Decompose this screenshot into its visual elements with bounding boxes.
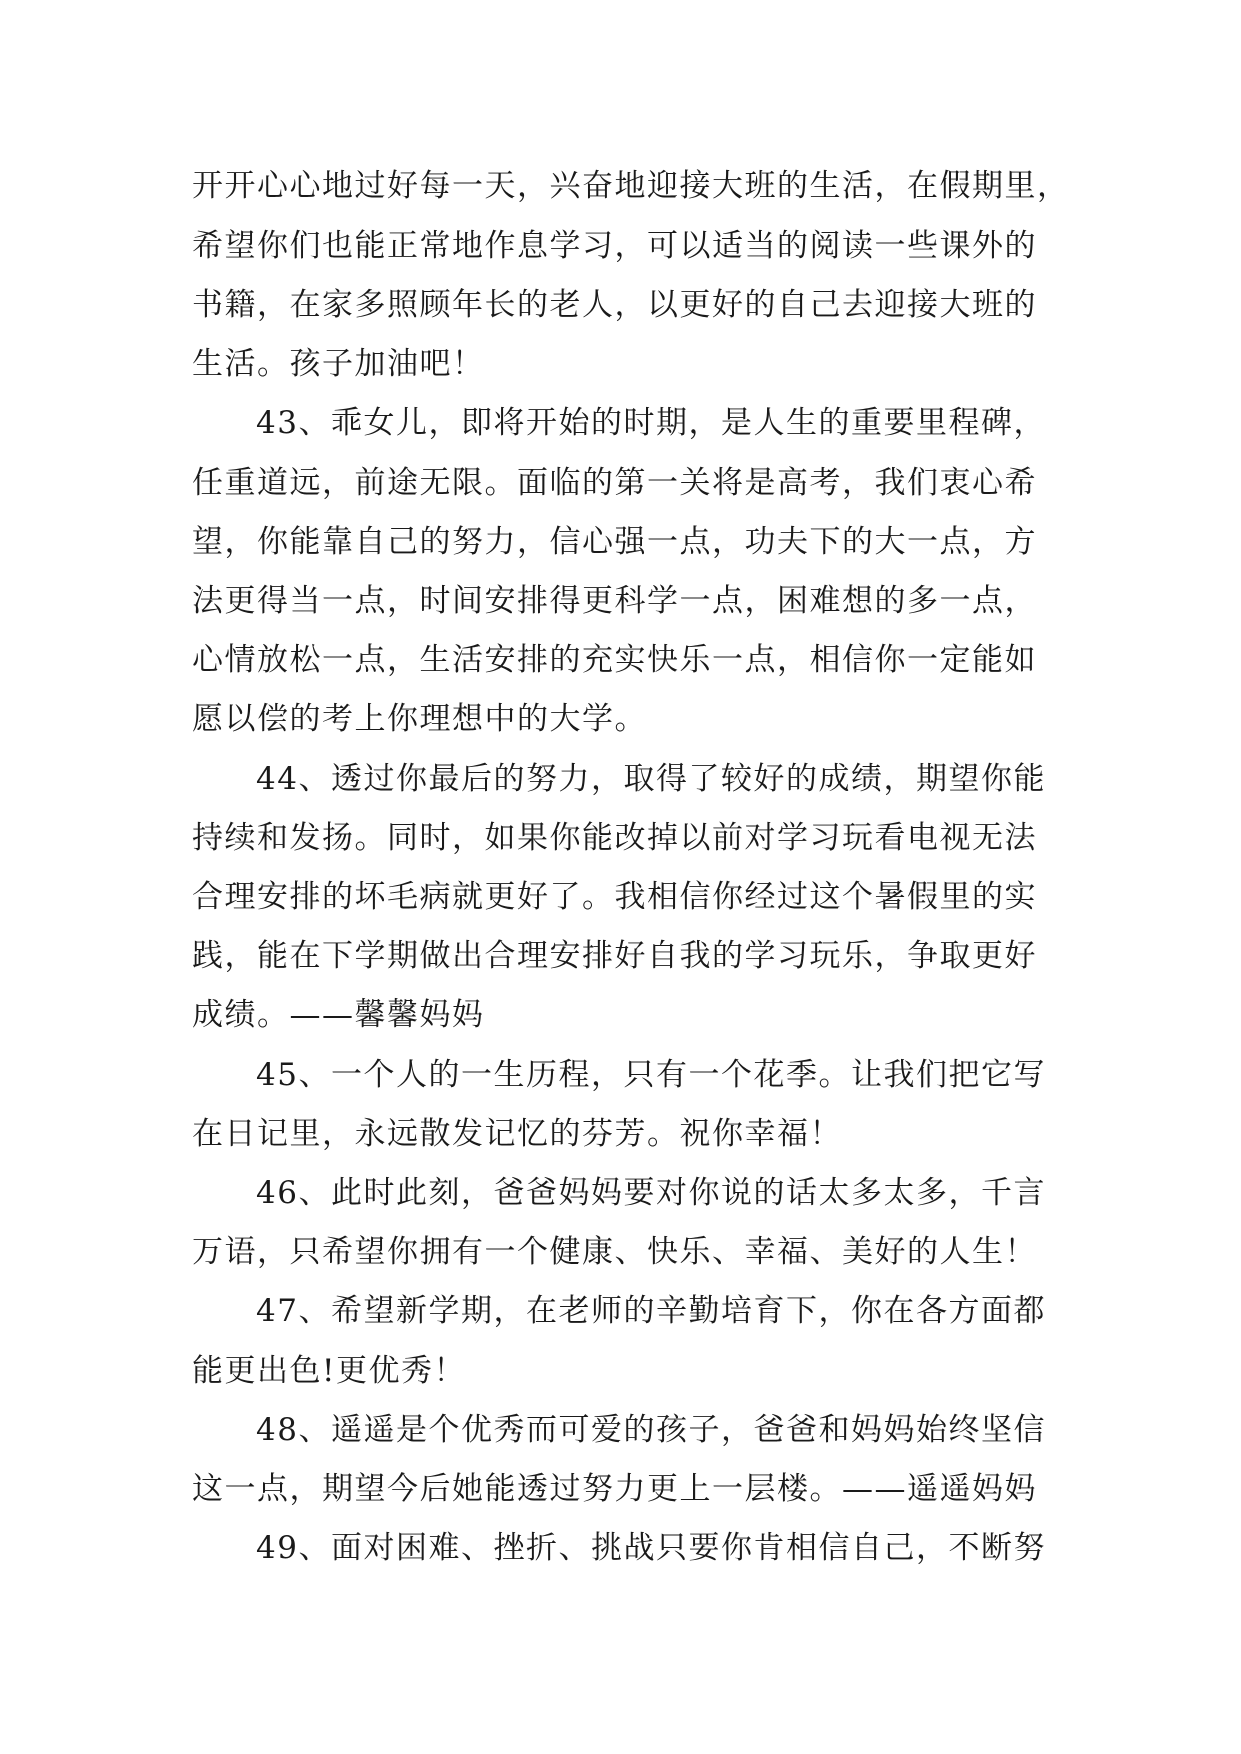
text-line: 成绩。——馨馨妈妈	[192, 997, 485, 1033]
text-line: 生活。孩子加油吧！	[192, 346, 485, 382]
paragraph-48-start: 48、遥遥是个优秀而可爱的孩子，爸爸和妈妈始终坚信	[256, 1412, 1046, 1448]
text-line: 持续和发扬。同时，如果你能改掉以前对学习玩看电视无法	[192, 820, 1037, 856]
text-line: 心情放松一点，生活安排的充实快乐一点，相信你一定能如	[192, 642, 1037, 678]
text-line: 望，你能靠自己的努力，信心强一点，功夫下的大一点，方	[192, 524, 1037, 560]
paragraph-45-start: 45、一个人的一生历程，只有一个花季。让我们把它写	[256, 1057, 1046, 1093]
text-line: 能更出色!更优秀！	[192, 1353, 466, 1389]
text-line: 书籍，在家多照顾年长的老人，以更好的自己去迎接大班的	[192, 287, 1037, 323]
paragraph-46-start: 46、此时此刻，爸爸妈妈要对你说的话太多太多，千言	[256, 1175, 1046, 1211]
text-line: 任重道远，前途无限。面临的第一关将是高考，我们衷心希	[192, 465, 1037, 501]
text-line: 在日记里，永远散发记忆的芬芳。祝你幸福！	[192, 1116, 842, 1152]
text-line: 践，能在下学期做出合理安排好自我的学习玩乐，争取更好	[192, 938, 1037, 974]
text-line: 这一点，期望今后她能透过努力更上一层楼。——遥遥妈妈	[192, 1471, 1037, 1507]
text-line: 合理安排的坏毛病就更好了。我相信你经过这个暑假里的实	[192, 879, 1037, 915]
text-line: 希望你们也能正常地作息学习，可以适当的阅读一些课外的	[192, 228, 1037, 264]
text-line: 万语，只希望你拥有一个健康、快乐、幸福、美好的人生！	[192, 1234, 1037, 1270]
paragraph-49-start: 49、面对困难、挫折、挑战只要你肯相信自己，不断努	[256, 1530, 1046, 1566]
text-line: 开开心心地过好每一天，兴奋地迎接大班的生活，在假期里，	[192, 168, 1070, 204]
paragraph-47-start: 47、希望新学期，在老师的辛勤培育下，你在各方面都	[256, 1293, 1046, 1329]
paragraph-43-start: 43、乖女儿，即将开始的时期，是人生的重要里程碑，	[256, 405, 1046, 441]
text-line: 愿以偿的考上你理想中的大学。	[192, 701, 647, 737]
text-line: 法更得当一点，时间安排得更科学一点，困难想的多一点，	[192, 583, 1037, 619]
paragraph-44-start: 44、透过你最后的努力，取得了较好的成绩，期望你能	[256, 761, 1046, 797]
